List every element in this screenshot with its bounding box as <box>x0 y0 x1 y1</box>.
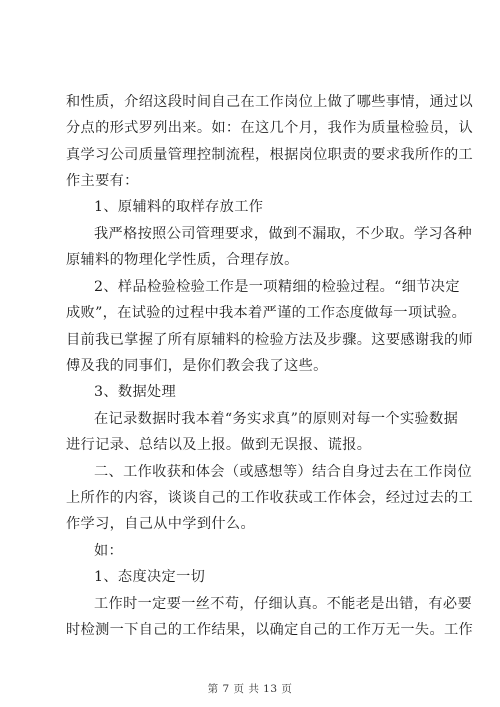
paragraph-line: 上所作的内容，谈谈自己的工作收获或工作体会，经过过去的工 <box>66 490 474 506</box>
paragraph-line: 进行记录、总结以及上报。做到无误报、谎报。 <box>66 437 372 453</box>
section-heading: 3、数据处理 <box>94 384 177 400</box>
page-number-footer: 第 7 页 共 13 页 <box>207 683 293 695</box>
paragraph-line: 目前我已掌握了所有原辅料的检验方法及步骤。这要感谢我的师 <box>66 332 474 348</box>
paragraph-line: 在记录数据时我本着“务实求真”的原则对每一个实验数据 <box>94 411 459 427</box>
paragraph-line: 真学习公司质量管理控制流程，根据岗位职责的要求我所作的工 <box>66 147 474 163</box>
paragraph-line: 如： <box>94 543 124 559</box>
paragraph-line: 作学习，自己从中学到什么。 <box>66 516 255 532</box>
paragraph-line: 作主要有： <box>66 173 139 189</box>
section-heading: 1、原辅料的取样存放工作 <box>94 199 264 215</box>
paragraph-line: 成败”，在试验的过程中我本着严谨的工作态度做每一项试验。 <box>66 305 467 321</box>
section-heading: 1、态度决定一切 <box>94 569 206 585</box>
paragraph-line: 2、样品检验检验工作是一项精细的检验过程。“细节决定 <box>94 279 460 295</box>
paragraph-line: 二、工作收获和体会（或感想等）结合自身过去在工作岗位 <box>94 464 472 480</box>
paragraph-line: 我严格按照公司管理要求，做到不漏取，不少取。学习各种 <box>94 226 472 242</box>
paragraph-line: 和性质，介绍这段时间自己在工作岗位上做了哪些事情，通过以 <box>66 94 474 110</box>
paragraph-line: 时检测一下自己的工作结果，以确定自己的工作万无一失。工作 <box>66 622 474 638</box>
paragraph-line: 工作时一定要一丝不苟，仔细认真。不能老是出错，有必要 <box>94 596 472 612</box>
paragraph-line: 傅及我的同事们，是你们教会我了这些。 <box>66 358 328 374</box>
paragraph-line: 原辅料的物理化学性质，合理存放。 <box>66 252 299 268</box>
paragraph-line: 分点的形式罗列出来。如：在这几个月，我作为质量检验员，认 <box>66 120 474 136</box>
